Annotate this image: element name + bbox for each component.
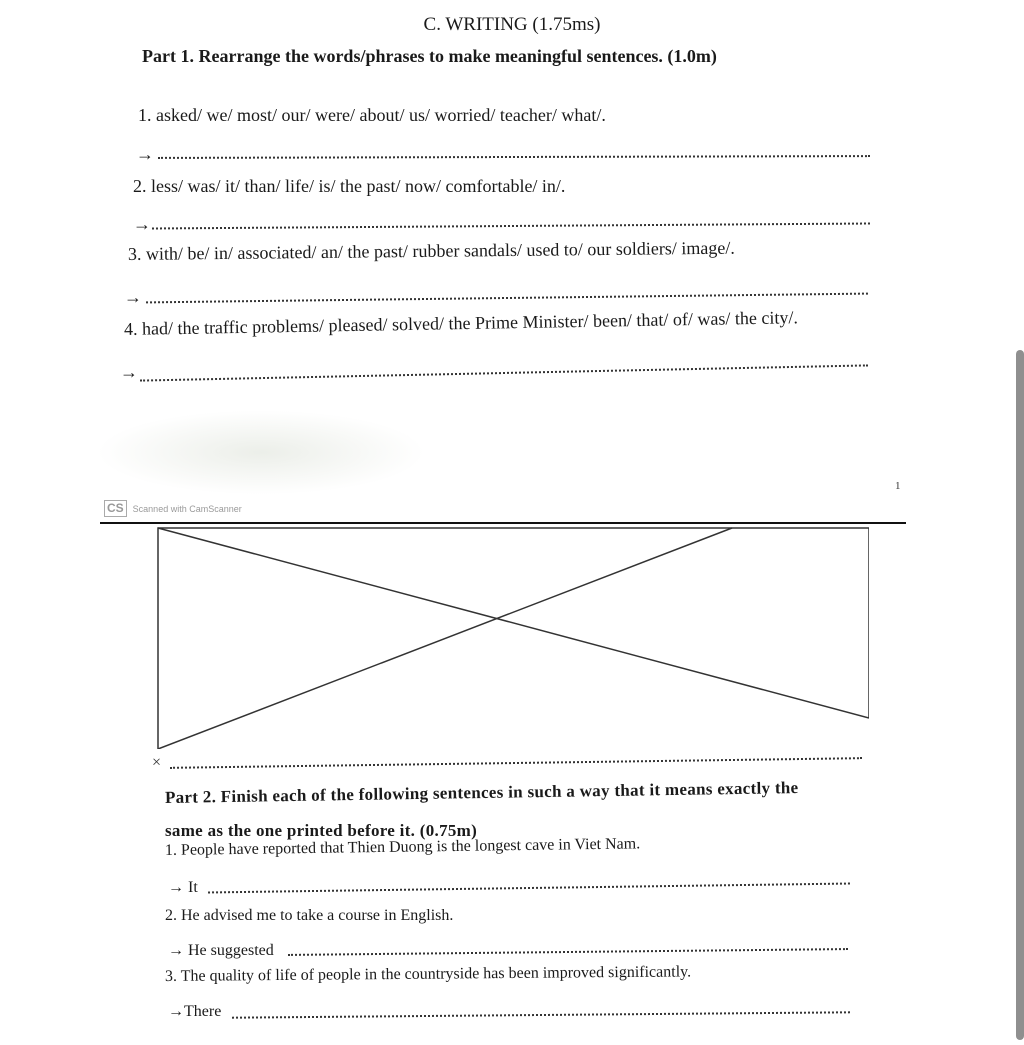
scanner-watermark-text: Scanned with CamScanner [132, 503, 242, 514]
part1-question-3: 3. with/ be/ in/ associated/ an/ the past/ rubber sandals/ used to/ our soldiers/ image/. [127, 237, 735, 264]
part2-prompt-1: → It [168, 879, 198, 896]
answer-line-4[interactable] [140, 364, 868, 381]
part2-prompt-3: →There [168, 1003, 222, 1020]
part2-heading-line2: same as the one printed before it. (0.75m) [165, 821, 478, 840]
answer-line-2[interactable] [152, 222, 870, 229]
answer-line-1[interactable] [158, 155, 870, 159]
part2-question-2: 2. He advised me to take a course in English. [165, 907, 454, 924]
answer-arrow-icon: → [136, 144, 154, 164]
part1-heading: Part 1. Rearrange the words/phrases to make meaningful sentences. (1.0m) [142, 46, 717, 66]
answer-line-5[interactable] [170, 757, 862, 769]
part2-prompt-2: → He suggested [168, 942, 274, 959]
section-title: C. WRITING (1.75ms) [423, 14, 601, 35]
page-number: 1 [895, 480, 901, 492]
answer-arrow-icon: → [133, 214, 151, 234]
part1-question-2: 2. less/ was/ it/ than/ life/ is/ the past/ now/ comfortable/ in/. [133, 176, 566, 196]
part1-question-1: 1. asked/ we/ most/ our/ were/ about/ us/ worried/ teacher/ what/. [138, 105, 606, 125]
answer-line-6[interactable] [208, 883, 850, 894]
camscanner-logo-icon: CS [104, 500, 127, 517]
scanner-watermark [104, 500, 242, 517]
part2-heading: Part 2. Finish each of the following sentences in such a way that it means exactly the [164, 778, 799, 807]
answer-line-8[interactable] [232, 1011, 850, 1018]
scan-smudge [96, 410, 426, 495]
broken-image-placeholder [157, 527, 869, 749]
part2-question-3: 3. The quality of life of people in the countryside has been improved significantly. [164, 963, 692, 985]
answer-line-7[interactable] [288, 948, 848, 956]
answer-line-3[interactable] [146, 293, 868, 304]
answer-arrow-icon: → [124, 287, 142, 307]
answer-arrow-icon: → [120, 362, 138, 382]
page-divider [100, 522, 906, 524]
part1-question-4: 4. had/ the traffic problems/ pleased/ solved/ the Prime Minister/ been/ that/ of/ was/ the city/. [123, 307, 799, 339]
vertical-scrollbar[interactable] [1016, 350, 1024, 1040]
close-icon: × [152, 754, 162, 771]
part2-question-1: 1. People have reported that Thien Duong is the longest cave in Viet Nam. [164, 835, 641, 859]
